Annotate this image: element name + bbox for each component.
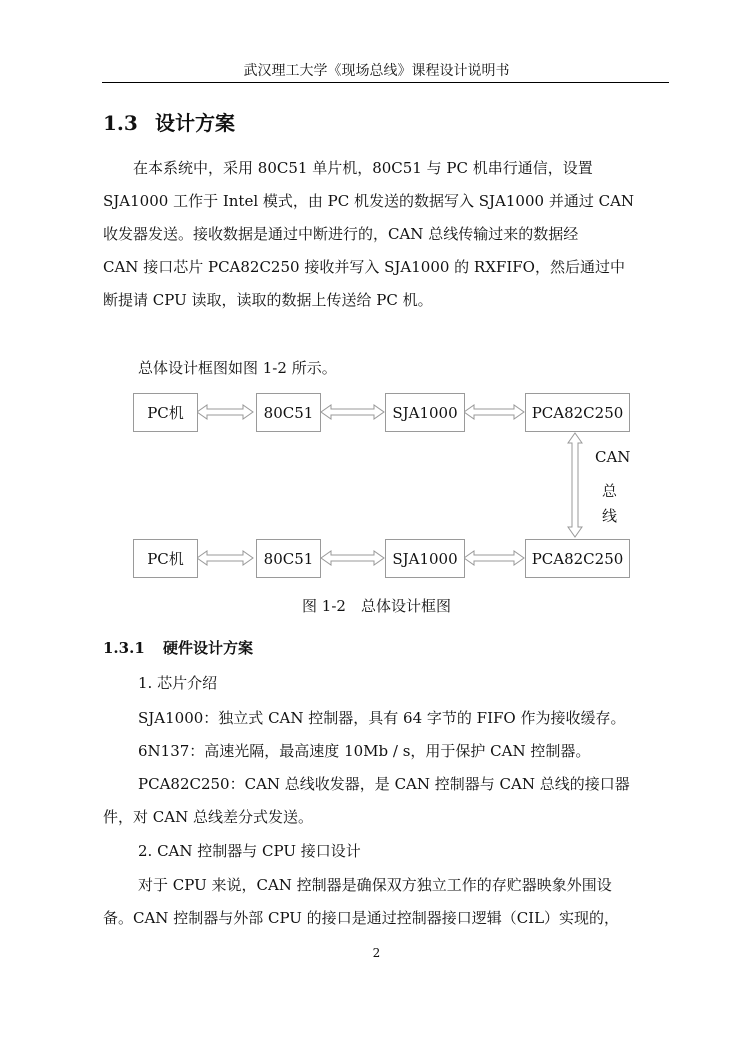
mcu-box-top: 80C51 xyxy=(256,393,321,432)
double-arrow-icon xyxy=(464,551,524,565)
body-line: 6N137：高速光隔，最高速度 10Mb / s，用于保护 CAN 控制器。 xyxy=(138,742,591,760)
pc-box-bottom: PC机 xyxy=(133,539,198,578)
transceiver-box-top: PCA82C250 xyxy=(525,393,630,432)
double-arrow-icon xyxy=(321,405,384,419)
transceiver-box-bottom: PCA82C250 xyxy=(525,539,630,578)
double-arrow-icon xyxy=(197,551,253,565)
body-line: 1. 芯片介绍 xyxy=(138,674,218,692)
subsection-title: 硬件设计方案 xyxy=(163,639,254,657)
page-number: 2 xyxy=(372,946,381,960)
section-title: 设计方案 xyxy=(155,111,235,135)
body-line: 件，对 CAN 总线差分式发送。 xyxy=(103,808,313,826)
double-arrow-icon xyxy=(321,551,384,565)
paragraph-line: 收发器发送。接收数据是通过中断进行的，CAN 总线传输过来的数据经 xyxy=(103,225,579,243)
figure-intro: 总体设计框图如图 1-2 所示。 xyxy=(138,359,337,377)
paragraph-line: SJA1000 工作于 Intel 模式，由 PC 机发送的数据写入 SJA1000 并通过 CAN xyxy=(103,192,635,210)
can-bus-arrow-icon xyxy=(568,433,582,537)
page-header: 武汉理工大学《现场总线》课程设计说明书 xyxy=(243,63,510,79)
bus-label-can: CAN xyxy=(595,448,631,466)
paragraph-line: 在本系统中，采用 80C51 单片机，80C51 与 PC 机串行通信，设置 xyxy=(103,159,593,177)
bus-label-xian: 线 xyxy=(602,507,618,525)
figure-caption: 图 1-2 总体设计框图 xyxy=(302,597,451,615)
pc-box-top: PC机 xyxy=(133,393,198,432)
subsection-number: 1.3.1 xyxy=(103,639,145,657)
sja1000-box-bottom: SJA1000 xyxy=(385,539,465,578)
bus-label-zong: 总 xyxy=(602,482,618,500)
body-line: 2. CAN 控制器与 CPU 接口设计 xyxy=(138,842,361,860)
paragraph-line: 断提请 CPU 读取，读取的数据上传送给 PC 机。 xyxy=(103,291,433,309)
body-line: PCA82C250：CAN 总线收发器，是 CAN 控制器与 CAN 总线的接口器 xyxy=(138,775,630,793)
mcu-box-bottom: 80C51 xyxy=(256,539,321,578)
double-arrow-icon xyxy=(464,405,524,419)
sja1000-box-top: SJA1000 xyxy=(385,393,465,432)
body-line: SJA1000：独立式 CAN 控制器，具有 64 字节的 FIFO 作为接收缓存。 xyxy=(138,709,626,727)
subsection-heading xyxy=(103,637,253,658)
section-number: 1.3 xyxy=(103,111,138,135)
body-line: 对于 CPU 来说，CAN 控制器是确保双方独立工作的存贮器映象外围设 xyxy=(138,876,612,894)
paragraph-line: CAN 接口芯片 PCA82C250 接收并写入 SJA1000 的 RXFIFO，然后通过中 xyxy=(103,258,625,276)
double-arrow-icon xyxy=(197,405,253,419)
body-line: 备。CAN 控制器与外部 CPU 的接口是通过控制器接口逻辑（CIL）实现的， xyxy=(103,909,620,927)
